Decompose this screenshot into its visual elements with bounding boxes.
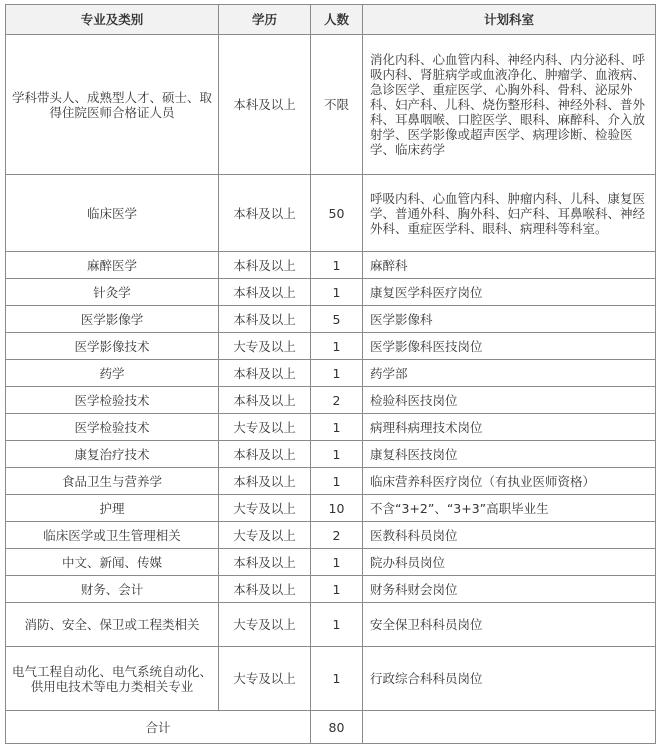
major-cell: 护理 [6, 495, 219, 522]
education-cell: 本科及以上 [219, 360, 311, 387]
count-cell: 1 [311, 603, 363, 647]
table-row [6, 441, 656, 468]
major-cell: 食品卫生与营养学 [6, 468, 219, 495]
count-cell: 1 [311, 441, 363, 468]
count-cell: 1 [311, 468, 363, 495]
department-cell: 药学部 [363, 360, 656, 387]
header-row [6, 5, 656, 35]
count-cell: 2 [311, 387, 363, 414]
education-cell: 大专及以上 [219, 414, 311, 441]
education-cell: 本科及以上 [219, 576, 311, 603]
table-row [6, 495, 656, 522]
department-cell: 检验科医技岗位 [363, 387, 656, 414]
education-cell: 本科及以上 [219, 175, 311, 252]
header-department: 计划科室 [363, 5, 656, 35]
table-row [6, 333, 656, 360]
major-cell: 学科带头人、成熟型人才、硕士、取得住院医师合格证人员 [6, 35, 219, 175]
count-cell: 1 [311, 549, 363, 576]
department-cell: 医学影像科医技岗位 [363, 333, 656, 360]
count-cell: 10 [311, 495, 363, 522]
department-cell: 呼吸内科、心血管内科、肿瘤内科、儿科、康复医学、普通外科、胸外科、妇产科、耳鼻喉科、神经外科、重症医学科、眼科、病理科等科室。 [363, 175, 656, 252]
major-cell: 消防、安全、保卫或工程类相关 [6, 603, 219, 647]
count-cell: 1 [311, 252, 363, 279]
department-cell: 院办科员岗位 [363, 549, 656, 576]
count-cell: 2 [311, 522, 363, 549]
major-cell: 医学影像技术 [6, 333, 219, 360]
count-cell: 1 [311, 279, 363, 306]
table-row [6, 414, 656, 441]
major-cell: 康复治疗技术 [6, 441, 219, 468]
education-cell: 本科及以上 [219, 468, 311, 495]
education-cell: 大专及以上 [219, 495, 311, 522]
department-cell: 医教科科员岗位 [363, 522, 656, 549]
table-row [6, 647, 656, 711]
education-cell: 本科及以上 [219, 252, 311, 279]
department-cell: 病理科病理技术岗位 [363, 414, 656, 441]
education-cell: 本科及以上 [219, 279, 311, 306]
major-cell: 麻醉医学 [6, 252, 219, 279]
table-row [6, 468, 656, 495]
department-cell: 消化内科、心血管内科、神经内科、内分泌科、呼吸内科、肾脏病学或血液净化、肿瘤学、血液病、急诊医学、重症医学、心胸外科、骨科、泌尿外科、妇产科、儿科、烧伤整形科、神经外科、普外科、耳鼻咽喉、口腔医学、眼科、麻醉科、介入放射学、医学影像或超声医学、病理诊断、检验医学、临床药学 [363, 35, 656, 175]
table-row [6, 279, 656, 306]
major-cell: 电气工程自动化、电气系统自动化、供用电技术等电力类相关专业 [6, 647, 219, 711]
major-cell: 药学 [6, 360, 219, 387]
department-cell: 财务科财会岗位 [363, 576, 656, 603]
department-cell: 医学影像科 [363, 306, 656, 333]
count-cell: 5 [311, 306, 363, 333]
education-cell: 本科及以上 [219, 549, 311, 576]
count-cell: 1 [311, 647, 363, 711]
education-cell: 大专及以上 [219, 522, 311, 549]
table-row [6, 549, 656, 576]
education-cell: 本科及以上 [219, 387, 311, 414]
department-cell: 行政综合科科员岗位 [363, 647, 656, 711]
table-row [6, 387, 656, 414]
major-cell: 临床医学或卫生管理相关 [6, 522, 219, 549]
total-count: 80 [311, 711, 363, 744]
education-cell: 本科及以上 [219, 306, 311, 333]
count-cell: 1 [311, 576, 363, 603]
header-education: 学历 [219, 5, 311, 35]
table-row [6, 252, 656, 279]
education-cell: 本科及以上 [219, 35, 311, 175]
education-cell: 大专及以上 [219, 647, 311, 711]
major-cell: 医学检验技术 [6, 414, 219, 441]
table-row [6, 175, 656, 252]
count-cell: 1 [311, 414, 363, 441]
department-cell: 康复医学科医疗岗位 [363, 279, 656, 306]
count-cell: 1 [311, 333, 363, 360]
department-cell: 安全保卫科科员岗位 [363, 603, 656, 647]
department-cell: 康复科医技岗位 [363, 441, 656, 468]
table-row [6, 35, 656, 175]
department-cell: 不含“3+2”、“3+3”高职毕业生 [363, 495, 656, 522]
table-row [6, 306, 656, 333]
total-row [6, 711, 656, 744]
header-count: 人数 [311, 5, 363, 35]
department-cell: 临床营养科医疗岗位（有执业医师资格） [363, 468, 656, 495]
count-cell: 1 [311, 360, 363, 387]
total-label: 合计 [6, 711, 311, 744]
major-cell: 医学检验技术 [6, 387, 219, 414]
major-cell: 针灸学 [6, 279, 219, 306]
department-cell: 麻醉科 [363, 252, 656, 279]
education-cell: 大专及以上 [219, 603, 311, 647]
education-cell: 大专及以上 [219, 333, 311, 360]
table-row [6, 603, 656, 647]
major-cell: 临床医学 [6, 175, 219, 252]
table-row [6, 360, 656, 387]
header-major: 专业及类别 [6, 5, 219, 35]
major-cell: 财务、会计 [6, 576, 219, 603]
total-empty-cell [363, 711, 656, 744]
major-cell: 医学影像学 [6, 306, 219, 333]
education-cell: 本科及以上 [219, 441, 311, 468]
count-cell: 50 [311, 175, 363, 252]
recruitment-plan-table [5, 4, 656, 744]
table-row [6, 522, 656, 549]
major-cell: 中文、新闻、传媒 [6, 549, 219, 576]
table-row [6, 576, 656, 603]
count-cell: 不限 [311, 35, 363, 175]
